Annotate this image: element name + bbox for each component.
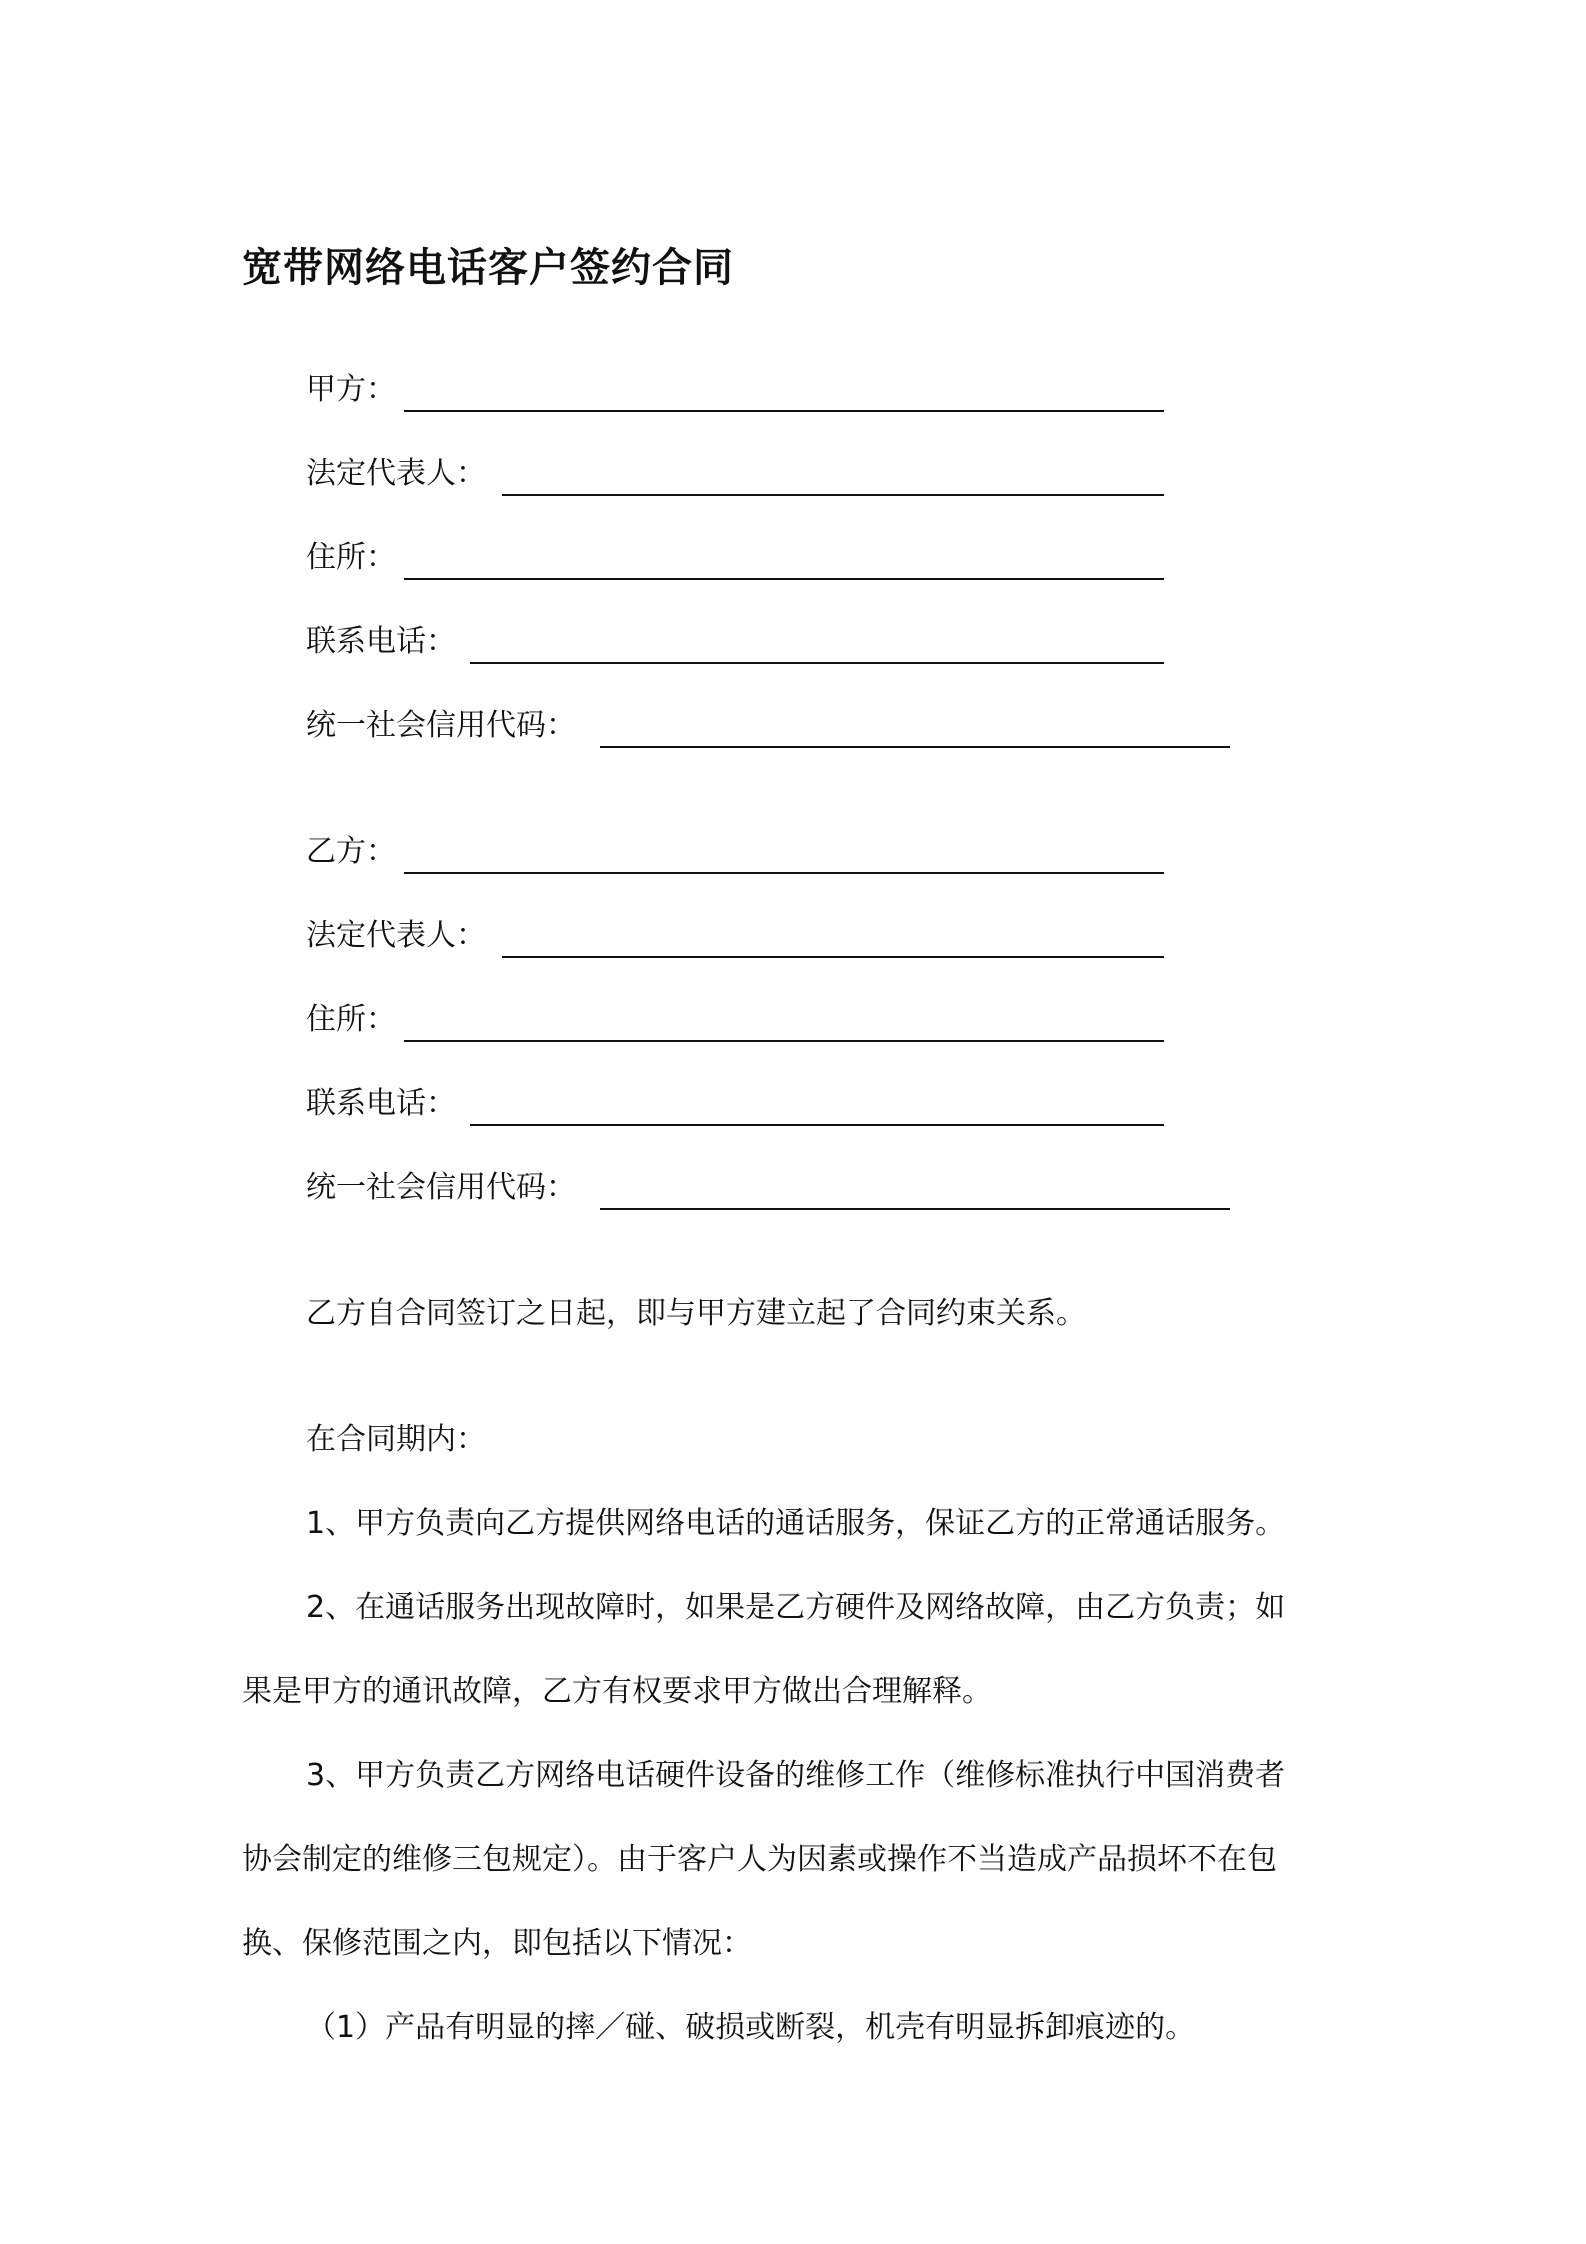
party-b-phone-field	[306, 1084, 456, 1124]
party-b-blank-line	[404, 872, 1164, 874]
party-b-address-blank-line	[404, 1040, 1164, 1042]
party-b-address-label: 住所：	[306, 1002, 396, 1037]
party-a-rep-field	[306, 454, 486, 494]
party-a-phone-blank-line	[470, 662, 1164, 664]
party-b-field	[306, 832, 396, 872]
party-b-phone-blank-line	[470, 1124, 1164, 1126]
party-a-credit-code-field	[306, 706, 576, 746]
clause-2-line-2: 果是甲方的通讯故障，乙方有权要求甲方做出合理解释。	[242, 1674, 992, 1709]
party-a-rep-blank-line	[502, 494, 1164, 496]
clause-2-line-1: 2、在通话服务出现故障时，如果是乙方硬件及网络故障，由乙方负责；如	[306, 1590, 1286, 1625]
party-b-phone-label: 联系电话：	[306, 1086, 456, 1121]
party-b-credit-code-label: 统一社会信用代码：	[306, 1170, 576, 1205]
party-b-credit-code-field	[306, 1168, 576, 1208]
party-b-rep-label: 法定代表人：	[306, 918, 486, 953]
clause-1: 1、甲方负责向乙方提供网络电话的通话服务，保证乙方的正常通话服务。	[306, 1506, 1286, 1541]
party-a-label: 甲方：	[306, 372, 396, 407]
party-a-credit-code-blank-line	[600, 746, 1230, 748]
party-a-phone-field	[306, 622, 456, 662]
clause-3-line-1: 3、甲方负责乙方网络电话硬件设备的维修工作（维修标准执行中国消费者	[306, 1758, 1286, 1793]
party-b-credit-code-blank-line	[600, 1208, 1230, 1210]
intro-paragraph: 乙方自合同签订之日起，即与甲方建立起了合同约束关系。	[306, 1296, 1086, 1331]
party-a-credit-code-label: 统一社会信用代码：	[306, 708, 576, 743]
clause-3-item-1: （1）产品有明显的摔／碰、破损或断裂，机壳有明显拆卸痕迹的。	[306, 2010, 1196, 2045]
party-b-address-field	[306, 1000, 396, 1040]
party-a-blank-line	[404, 410, 1164, 412]
period-heading: 在合同期内：	[306, 1422, 486, 1457]
party-b-rep-blank-line	[502, 956, 1164, 958]
party-b-label: 乙方：	[306, 834, 396, 869]
clause-3-line-2: 协会制定的维修三包规定）。由于客户人为因素或操作不当造成产品损坏不在包	[242, 1842, 1277, 1877]
party-a-field	[306, 370, 396, 410]
party-a-phone-label: 联系电话：	[306, 624, 456, 659]
party-a-address-field	[306, 538, 396, 578]
party-a-address-label: 住所：	[306, 540, 396, 575]
party-a-address-blank-line	[404, 578, 1164, 580]
party-a-rep-label: 法定代表人：	[306, 456, 486, 491]
clause-3-line-3: 换、保修范围之内，即包括以下情况：	[242, 1926, 752, 1961]
party-b-rep-field	[306, 916, 486, 956]
document-title: 宽带网络电话客户签约合同	[242, 245, 734, 291]
